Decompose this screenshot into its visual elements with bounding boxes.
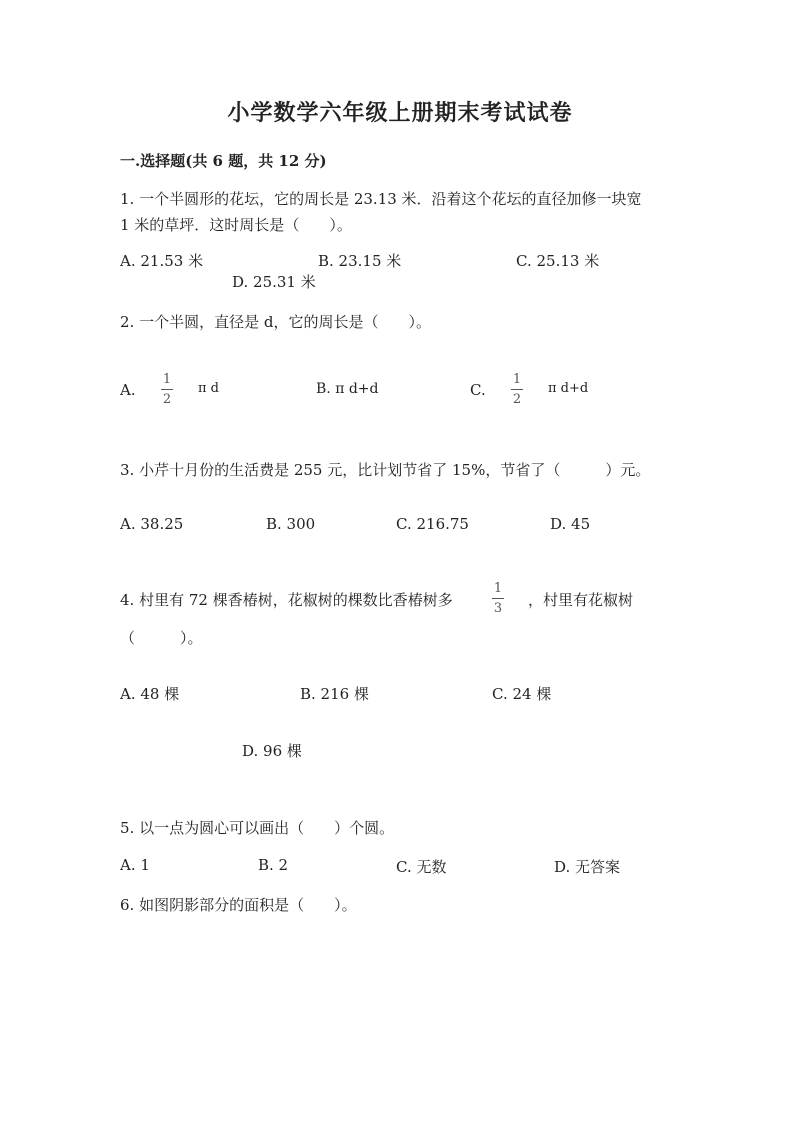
fraction-bar [492,598,504,599]
question-1-text-line1: 1. 一个半圆形的花坛，它的周长是 23.13 米．沿着这个花坛的直径加修一块宽 [120,190,642,208]
fraction-denominator: 2 [512,392,522,407]
fraction-numerator: 1 [162,372,172,387]
question-2-option-c-tail: π d+d [548,381,589,396]
fraction-bar [161,389,173,390]
page-title: 小学数学六年级上册期末考试试卷 [227,100,573,126]
question-5-option-a[interactable]: A. 1 [120,856,150,874]
question-4-option-b[interactable]: B. 216 棵 [300,685,369,703]
question-1-text-line2: 1 米的草坪．这时周长是（ ）。 [120,216,352,234]
fraction-numerator: 1 [493,581,503,596]
question-1-option-d[interactable]: D. 25.31 米 [232,273,316,291]
question-4-option-d[interactable]: D. 96 棵 [242,742,302,760]
question-4-option-c[interactable]: C. 24 棵 [492,685,552,703]
question-4-option-a[interactable]: A. 48 棵 [120,685,180,703]
fraction-bar [511,389,523,390]
fraction-numerator: 1 [512,372,522,387]
question-3-option-c[interactable]: C. 216.75 [396,515,469,533]
question-1-option-a[interactable]: A. 21.53 米 [120,252,204,270]
question-6-text: 6. 如图阴影部分的面积是（ ）。 [120,896,357,914]
question-3-option-a[interactable]: A. 38.25 [120,515,184,533]
question-2-option-b[interactable]: B. π d+d [316,381,379,397]
question-3-text: 3. 小芹十月份的生活费是 255 元，比计划节省了 15%，节省了（ ）元。 [120,461,651,479]
question-5-option-d[interactable]: D. 无答案 [554,858,621,876]
question-2-option-a-label[interactable]: A. [120,381,136,399]
section-heading: 一.选择题(共 6 题，共 12 分) [120,152,327,170]
question-2-text: 2. 一个半圆，直径是 d，它的周长是（ ）。 [120,313,431,331]
question-3-option-d[interactable]: D. 45 [550,515,591,533]
question-1-option-c[interactable]: C. 25.13 米 [516,252,600,270]
question-4-text-tail: ，村里有花椒树 [528,591,634,609]
question-4-fraction [491,581,505,616]
fraction-denominator: 3 [493,601,503,616]
question-2-option-a-fraction [160,372,174,407]
fraction-denominator: 2 [162,392,172,407]
question-5-option-b[interactable]: B. 2 [258,856,289,874]
question-4-text-line1: 4. 村里有 72 棵香椿树，花椒树的棵数比香椿树多 [120,591,453,609]
question-1-option-b[interactable]: B. 23.15 米 [318,252,402,270]
question-2-option-c-fraction [510,372,524,407]
question-5-text: 5. 以一点为圆心可以画出（ ）个圆。 [120,819,395,837]
question-2-option-a-tail: π d [198,381,219,396]
question-3-option-b[interactable]: B. 300 [266,515,316,533]
question-2-option-c-label[interactable]: C. [470,381,486,399]
question-4-text-line2: （ ）。 [120,629,203,647]
question-5-option-c[interactable]: C. 无数 [396,858,447,876]
